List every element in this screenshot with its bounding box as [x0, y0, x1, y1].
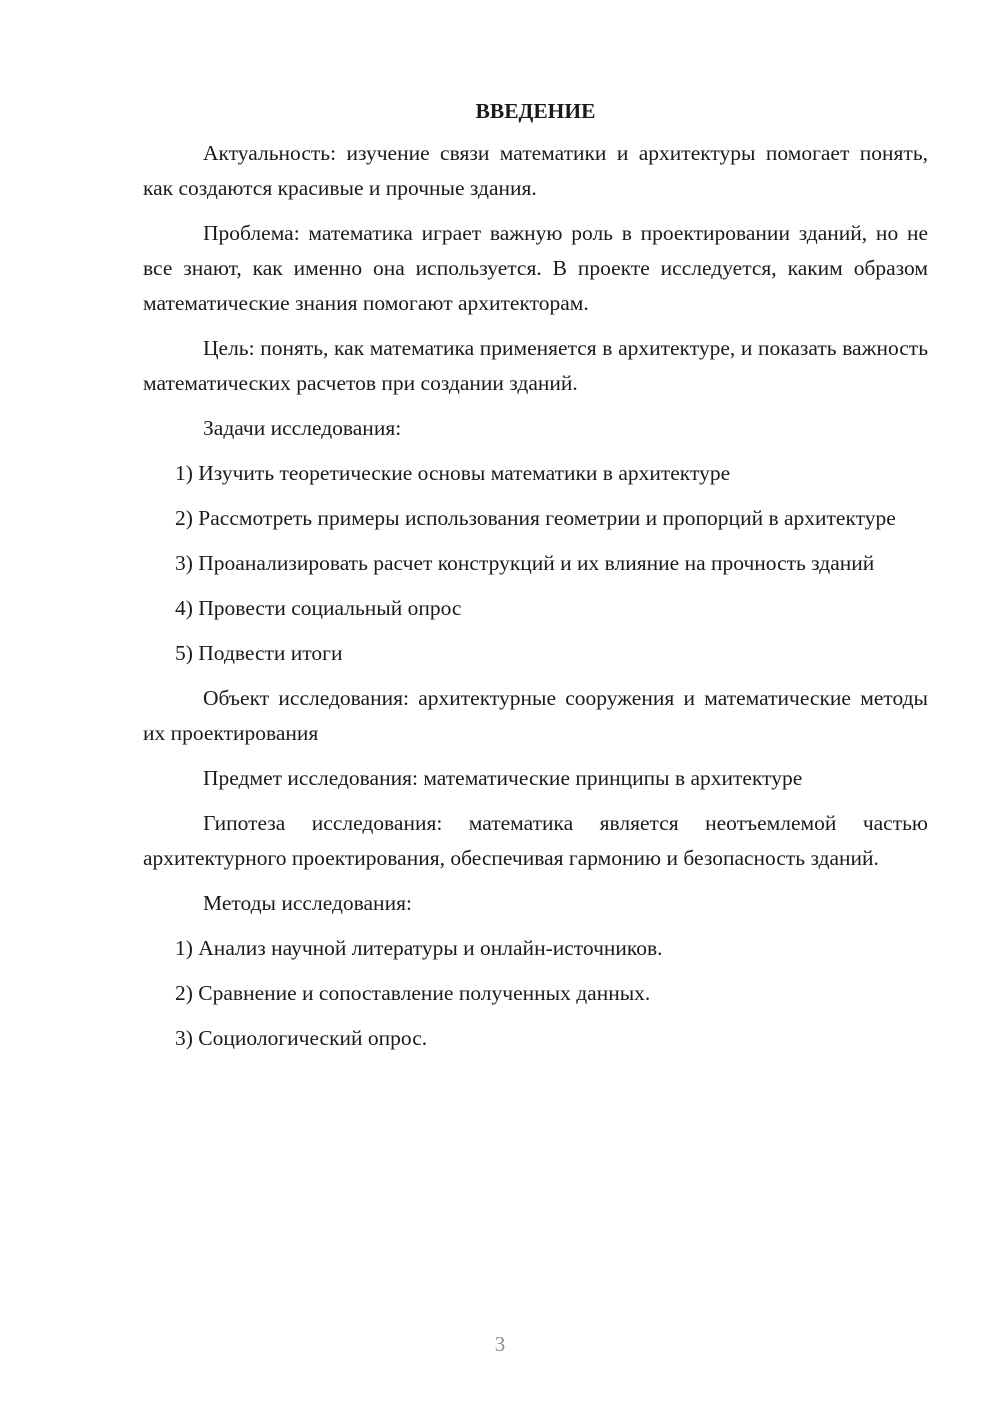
document-page [143, 96, 928, 1066]
goal-paragraph: Цель: понять, как математика применяется в архитектуре, и показать важность математических расчетов при создании зданий. [143, 336, 928, 395]
tasks-heading: Задачи исследования: [203, 416, 402, 440]
task-item-1: 1) Изучить теоретические основы математики в архитектуре [175, 461, 731, 485]
task-item-4: 4) Провести социальный опрос [175, 596, 462, 620]
method-item-2: 2) Сравнение и сопоставление полученных данных. [175, 981, 651, 1005]
hypothesis-paragraph: Гипотеза исследования: математика является неотъемлемой частью архитектурного проектирования, обеспечивая гармонию и безопасность зданий. [143, 811, 928, 870]
task-item-5: 5) Подвести итоги [175, 641, 343, 665]
methods-heading: Методы исследования: [203, 891, 412, 915]
method-item-3: 3) Социологический опрос. [175, 1026, 428, 1050]
subject-paragraph: Предмет исследования: математические принципы в архитектуре [203, 766, 803, 790]
task-item-3: 3) Проанализировать расчет конструкций и их влияние на прочность зданий [175, 551, 875, 575]
page-number: 3 [494, 1332, 506, 1356]
task-item-2: 2) Рассмотреть примеры использования геометрии и пропорций в архитектуре [175, 506, 896, 530]
object-paragraph: Объект исследования: архитектурные сооружения и математические методы их проектирования [143, 686, 928, 745]
method-item-1: 1) Анализ научной литературы и онлайн-источников. [175, 936, 663, 960]
problem-paragraph: Проблема: математика играет важную роль в проектировании зданий, но не все знают, как именно она используется. В проекте исследуется, каким образом математические знания помогают архитекторам. [143, 221, 928, 315]
relevance-paragraph: Актуальность: изучение связи математики и архитектуры помогает понять, как создаются красивые и прочные здания. [143, 141, 928, 200]
section-title: ВВЕДЕНИЕ [475, 99, 596, 123]
